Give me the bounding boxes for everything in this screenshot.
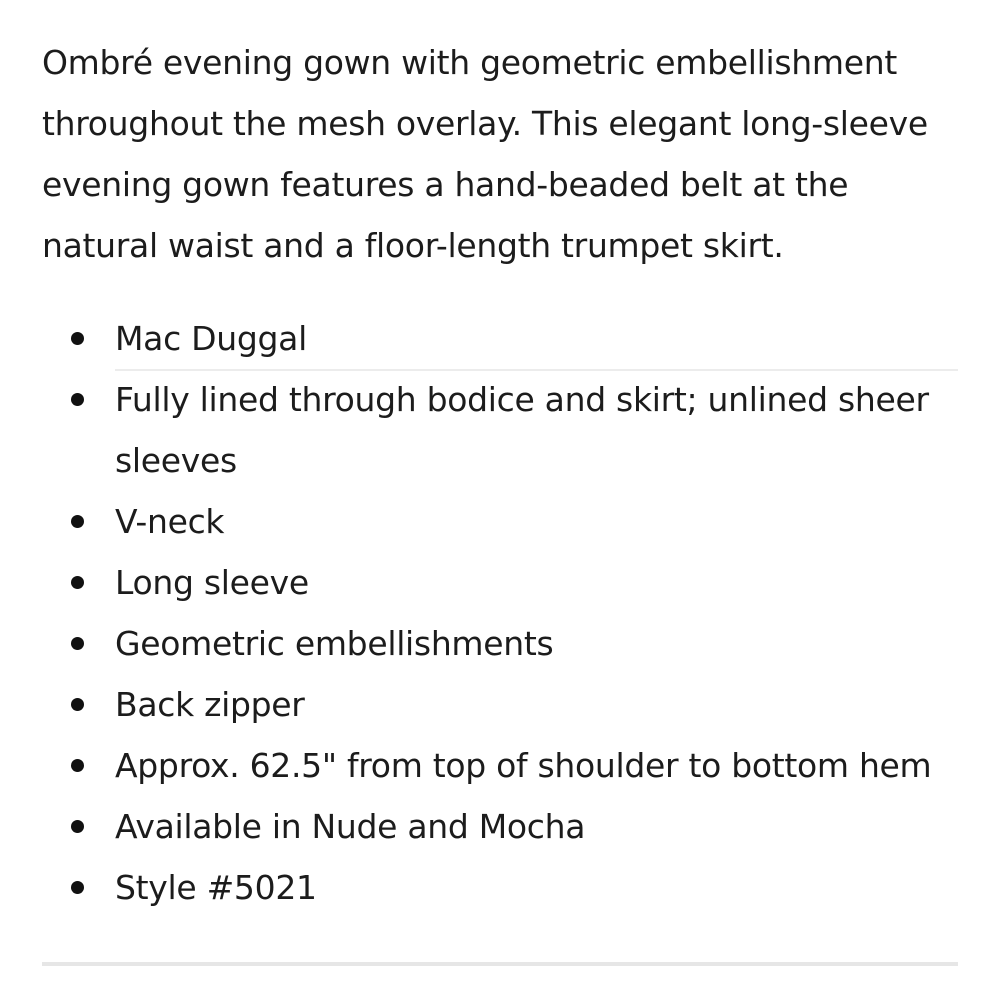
feature-text: Fully lined through bodice and skirt; unlined sheer sleeves (115, 380, 929, 480)
bullet-icon (71, 393, 84, 406)
feature-text: Style #5021 (115, 868, 317, 907)
list-item (115, 491, 945, 552)
list-item (115, 857, 945, 918)
product-description: Ombré evening gown with geometric embellishment throughout the mesh overlay. This elegant long-sleeve evening gown features a hand-beaded belt at the natural waist and a floor-length trumpet skirt. (42, 43, 928, 265)
feature-text: Approx. 62.5" from top of shoulder to bottom hem (115, 746, 932, 785)
bullet-icon (71, 759, 84, 772)
list-item (115, 674, 945, 735)
bullet-icon (71, 881, 84, 894)
list-item (115, 308, 945, 369)
section-divider (42, 962, 958, 966)
bullet-icon (71, 820, 84, 833)
list-item (115, 735, 945, 796)
bullet-icon (71, 515, 84, 528)
bullet-icon (71, 698, 84, 711)
feature-text: V-neck (115, 502, 225, 541)
feature-text: Geometric embellishments (115, 624, 554, 663)
list-item (115, 796, 945, 857)
feature-text: Long sleeve (115, 563, 309, 602)
feature-text: Available in Nude and Mocha (115, 807, 586, 846)
list-item (115, 369, 945, 491)
bullet-icon (71, 637, 84, 650)
feature-list (115, 308, 945, 918)
bullet-icon (71, 332, 84, 345)
feature-text: Mac Duggal (115, 319, 307, 358)
list-item (115, 613, 945, 674)
bullet-icon (71, 576, 84, 589)
list-item (115, 552, 945, 613)
feature-text: Back zipper (115, 685, 305, 724)
row-divider (115, 369, 958, 371)
